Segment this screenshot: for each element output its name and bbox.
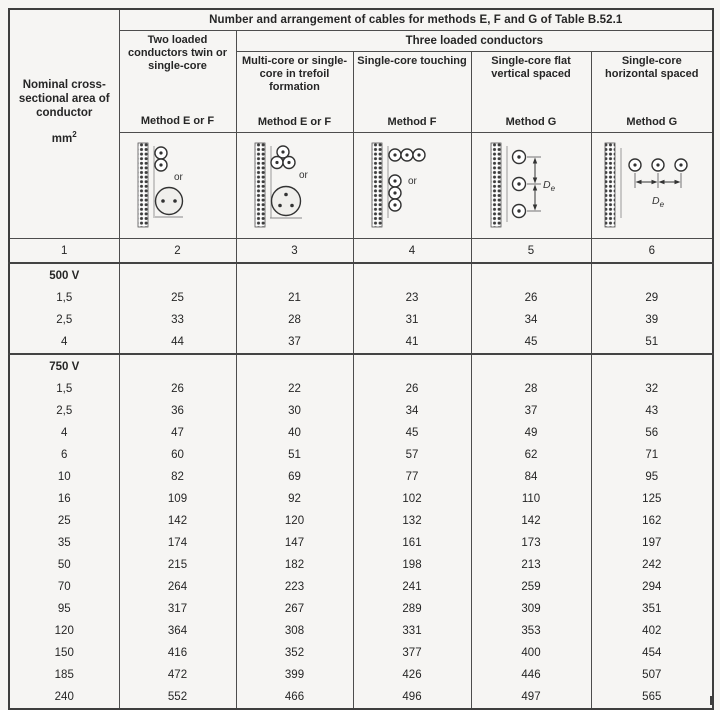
icon-cell-touching bbox=[353, 133, 471, 239]
two-loaded-label: Two loaded conductors twin or single-core bbox=[128, 34, 227, 72]
section-label: 750 V bbox=[9, 354, 119, 378]
two-loaded-method: Method E or F bbox=[140, 115, 215, 127]
cutoff-right-border bbox=[710, 696, 712, 705]
rating-cell: 241 bbox=[353, 576, 471, 598]
rating-cell: 426 bbox=[353, 664, 471, 686]
col-header-trefoil bbox=[236, 52, 353, 133]
rating-cell: 82 bbox=[119, 466, 236, 488]
rating-cell: 92 bbox=[236, 488, 353, 510]
rating-cell: 84 bbox=[471, 466, 591, 488]
row-header-unit bbox=[52, 130, 77, 145]
size-cell: 4 bbox=[9, 422, 119, 444]
or-label: or bbox=[298, 169, 308, 181]
rating-cell: 56 bbox=[591, 422, 713, 444]
rating-cell: 22 bbox=[236, 378, 353, 400]
empty-cell bbox=[591, 263, 713, 287]
size-cell: 2,5 bbox=[9, 400, 119, 422]
size-cell: 150 bbox=[9, 642, 119, 664]
rating-cell: 352 bbox=[236, 642, 353, 664]
de-sub: e bbox=[550, 183, 556, 193]
rating-cell: 173 bbox=[471, 532, 591, 554]
table-title: Number and arrangement of cables for methods E, F and G of Table B.52.1 bbox=[119, 9, 713, 31]
rating-cell: 26 bbox=[119, 378, 236, 400]
size-cell: 16 bbox=[9, 488, 119, 510]
rating-cell: 23 bbox=[353, 287, 471, 309]
empty-cell bbox=[353, 263, 471, 287]
rating-cell: 497 bbox=[471, 686, 591, 709]
trefoil-method: Method E or F bbox=[257, 116, 332, 128]
table-row bbox=[9, 309, 713, 331]
rating-cell: 496 bbox=[353, 686, 471, 709]
horizontal-spaced-wrap bbox=[592, 52, 713, 132]
rating-cell: 182 bbox=[236, 554, 353, 576]
rating-cell: 37 bbox=[471, 400, 591, 422]
icon-cell-trefoil bbox=[236, 133, 353, 239]
rating-cell: 51 bbox=[591, 331, 713, 354]
rating-cell: 36 bbox=[119, 400, 236, 422]
touching-label: Single-core touching bbox=[357, 55, 467, 67]
rating-cell: 62 bbox=[471, 444, 591, 466]
rating-cell: 402 bbox=[591, 620, 713, 642]
vertical-spaced-method: Method G bbox=[505, 116, 557, 128]
rating-cell: 309 bbox=[471, 598, 591, 620]
empty-cell bbox=[591, 354, 713, 378]
two-loaded-wrap bbox=[120, 31, 236, 131]
horizontal-spaced-label: Single-core horizontal spaced bbox=[605, 55, 699, 80]
rating-cell: 29 bbox=[591, 287, 713, 309]
rating-cell: 364 bbox=[119, 620, 236, 642]
single-core-horizontal-spaced-icon bbox=[599, 138, 705, 234]
table-row bbox=[9, 576, 713, 598]
rating-cell: 43 bbox=[591, 400, 713, 422]
rating-cell: 34 bbox=[471, 309, 591, 331]
rating-cell: 377 bbox=[353, 642, 471, 664]
rating-cell: 71 bbox=[591, 444, 713, 466]
trefoil-label: Multi-core or single-core in trefoil formation bbox=[241, 55, 348, 93]
rating-cell: 31 bbox=[353, 309, 471, 331]
vertical-spaced-wrap bbox=[472, 52, 591, 132]
table-row bbox=[9, 287, 713, 309]
rating-cell: 37 bbox=[236, 331, 353, 354]
rating-cell: 34 bbox=[353, 400, 471, 422]
size-cell: 4 bbox=[9, 331, 119, 354]
rating-cell: 242 bbox=[591, 554, 713, 576]
rating-cell: 39 bbox=[591, 309, 713, 331]
rating-cell: 317 bbox=[119, 598, 236, 620]
rating-cell: 60 bbox=[119, 444, 236, 466]
icon-cell-vertical-spaced bbox=[471, 133, 591, 239]
col-header-vertical-spaced bbox=[471, 52, 591, 133]
touching-wrap bbox=[354, 52, 471, 132]
rating-cell: 197 bbox=[591, 532, 713, 554]
empty-cell bbox=[119, 263, 236, 287]
table-body bbox=[9, 263, 713, 709]
rating-cell: 32 bbox=[591, 378, 713, 400]
rating-cell: 49 bbox=[471, 422, 591, 444]
size-cell: 1,5 bbox=[9, 287, 119, 309]
size-cell: 25 bbox=[9, 510, 119, 532]
rating-cell: 47 bbox=[119, 422, 236, 444]
table-row bbox=[9, 510, 713, 532]
rating-cell: 25 bbox=[119, 287, 236, 309]
table-row bbox=[9, 598, 713, 620]
col-header-two-loaded bbox=[119, 31, 236, 133]
rating-cell: 26 bbox=[471, 287, 591, 309]
rating-cell: 110 bbox=[471, 488, 591, 510]
rating-cell: 30 bbox=[236, 400, 353, 422]
cutoff-left-border bbox=[8, 696, 10, 705]
rating-cell: 40 bbox=[236, 422, 353, 444]
rating-cell: 264 bbox=[119, 576, 236, 598]
de-sub: e bbox=[659, 199, 664, 209]
rating-cell: 109 bbox=[119, 488, 236, 510]
size-cell: 35 bbox=[9, 532, 119, 554]
size-cell: 6 bbox=[9, 444, 119, 466]
unit-mm: mm bbox=[51, 132, 73, 145]
rating-cell: 289 bbox=[353, 598, 471, 620]
rating-cell: 28 bbox=[471, 378, 591, 400]
table-row bbox=[9, 686, 713, 709]
rating-cell: 351 bbox=[591, 598, 713, 620]
size-cell: 10 bbox=[9, 466, 119, 488]
table-row bbox=[9, 400, 713, 422]
rating-cell: 57 bbox=[353, 444, 471, 466]
rating-cell: 213 bbox=[471, 554, 591, 576]
touching-method: Method F bbox=[387, 116, 437, 128]
size-cell: 120 bbox=[9, 620, 119, 642]
size-cell: 240 bbox=[9, 686, 119, 709]
rating-cell: 51 bbox=[236, 444, 353, 466]
empty-cell bbox=[471, 354, 591, 378]
col-header-horizontal-spaced bbox=[591, 52, 713, 133]
rating-cell: 21 bbox=[236, 287, 353, 309]
rating-cell: 26 bbox=[353, 378, 471, 400]
rating-cell: 77 bbox=[353, 466, 471, 488]
table-row bbox=[9, 331, 713, 354]
single-core-vertical-spaced-icon bbox=[483, 138, 579, 234]
size-cell: 185 bbox=[9, 664, 119, 686]
horizontal-spaced-method: Method G bbox=[626, 116, 678, 128]
de-dimension-label bbox=[543, 179, 556, 193]
section-label-row bbox=[9, 354, 713, 378]
rating-cell: 507 bbox=[591, 664, 713, 686]
column-number: 3 bbox=[236, 239, 353, 264]
section-label-row bbox=[9, 263, 713, 287]
table-row bbox=[9, 488, 713, 510]
rating-cell: 331 bbox=[353, 620, 471, 642]
table-row bbox=[9, 444, 713, 466]
title-row bbox=[9, 9, 713, 31]
cable-ratings-table bbox=[8, 8, 714, 710]
rating-cell: 142 bbox=[471, 510, 591, 532]
rating-cell: 466 bbox=[236, 686, 353, 709]
rating-cell: 28 bbox=[236, 309, 353, 331]
rating-cell: 95 bbox=[591, 466, 713, 488]
single-core-touching-icon bbox=[364, 138, 460, 234]
rating-cell: 400 bbox=[471, 642, 591, 664]
rating-cell: 69 bbox=[236, 466, 353, 488]
icon-cell-twin bbox=[119, 133, 236, 239]
rating-cell: 198 bbox=[353, 554, 471, 576]
size-cell: 50 bbox=[9, 554, 119, 576]
empty-cell bbox=[471, 263, 591, 287]
rating-cell: 552 bbox=[119, 686, 236, 709]
rating-cell: 45 bbox=[353, 422, 471, 444]
rating-cell: 294 bbox=[591, 576, 713, 598]
rating-cell: 125 bbox=[591, 488, 713, 510]
empty-cell bbox=[236, 354, 353, 378]
size-cell: 2,5 bbox=[9, 309, 119, 331]
empty-cell bbox=[119, 354, 236, 378]
table-row bbox=[9, 378, 713, 400]
rating-cell: 147 bbox=[236, 532, 353, 554]
col-header-touching bbox=[353, 52, 471, 133]
de-main: D bbox=[651, 194, 660, 207]
de-main: D bbox=[543, 178, 551, 191]
rating-cell: 259 bbox=[471, 576, 591, 598]
col-group-three-loaded: Three loaded conductors bbox=[236, 31, 713, 52]
rating-cell: 223 bbox=[236, 576, 353, 598]
rating-cell: 161 bbox=[353, 532, 471, 554]
column-number: 2 bbox=[119, 239, 236, 264]
column-number-row bbox=[9, 239, 713, 264]
table-row bbox=[9, 466, 713, 488]
rating-cell: 267 bbox=[236, 598, 353, 620]
table-row bbox=[9, 664, 713, 686]
rating-cell: 102 bbox=[353, 488, 471, 510]
table-row bbox=[9, 554, 713, 576]
trefoil-wrap bbox=[237, 52, 353, 132]
row-header-label: Nominal cross-sectional area of conductor bbox=[18, 78, 110, 120]
rating-cell: 454 bbox=[591, 642, 713, 664]
rating-cell: 215 bbox=[119, 554, 236, 576]
icon-cell-horizontal-spaced bbox=[591, 133, 713, 239]
table-row bbox=[9, 642, 713, 664]
trefoil-or-multicore-icon bbox=[247, 138, 343, 234]
rating-cell: 399 bbox=[236, 664, 353, 686]
rating-cell: 132 bbox=[353, 510, 471, 532]
rating-cell: 142 bbox=[119, 510, 236, 532]
rating-cell: 162 bbox=[591, 510, 713, 532]
empty-cell bbox=[353, 354, 471, 378]
column-number: 4 bbox=[353, 239, 471, 264]
rating-cell: 33 bbox=[119, 309, 236, 331]
empty-cell bbox=[236, 263, 353, 287]
vertical-spaced-label: Single-core flat vertical spaced bbox=[491, 55, 571, 80]
table-row bbox=[9, 532, 713, 554]
column-number: 5 bbox=[471, 239, 591, 264]
row-header-nominal-area bbox=[9, 9, 119, 239]
rating-cell: 446 bbox=[471, 664, 591, 686]
size-cell: 70 bbox=[9, 576, 119, 598]
de-dimension-label bbox=[652, 195, 665, 209]
rating-cell: 45 bbox=[471, 331, 591, 354]
rating-cell: 120 bbox=[236, 510, 353, 532]
rating-cell: 308 bbox=[236, 620, 353, 642]
rating-cell: 44 bbox=[119, 331, 236, 354]
size-cell: 1,5 bbox=[9, 378, 119, 400]
rating-cell: 174 bbox=[119, 532, 236, 554]
or-label: or bbox=[408, 175, 417, 187]
row-header-wrap bbox=[10, 10, 119, 238]
size-cell: 95 bbox=[9, 598, 119, 620]
rating-cell: 565 bbox=[591, 686, 713, 709]
unit-exponent: 2 bbox=[72, 129, 77, 139]
rating-cell: 353 bbox=[471, 620, 591, 642]
rating-cell: 41 bbox=[353, 331, 471, 354]
rating-cell: 416 bbox=[119, 642, 236, 664]
rating-cell: 472 bbox=[119, 664, 236, 686]
section-label: 500 V bbox=[9, 263, 119, 287]
column-number: 6 bbox=[591, 239, 713, 264]
or-label: or bbox=[173, 171, 183, 183]
table-row bbox=[9, 422, 713, 444]
twin-or-single-core-icon bbox=[130, 138, 226, 234]
column-number: 1 bbox=[9, 239, 119, 264]
table-row bbox=[9, 620, 713, 642]
